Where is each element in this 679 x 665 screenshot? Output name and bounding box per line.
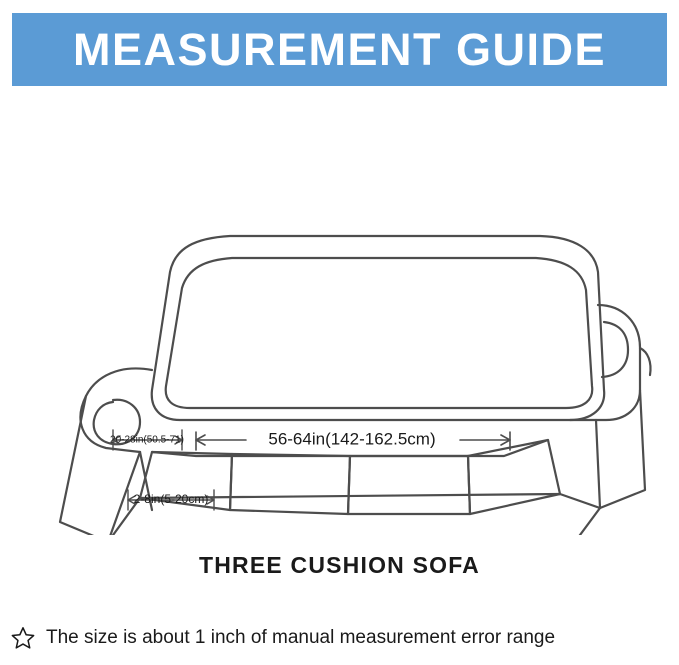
page-title: MEASUREMENT GUIDE — [72, 24, 607, 75]
sofa-right-arm — [570, 305, 651, 508]
dimension-arm-width — [110, 430, 184, 450]
dimension-arm-width-label: 20-28in(50.5-71) — [110, 434, 184, 446]
footnote — [10, 625, 670, 651]
header-banner — [12, 13, 667, 86]
dimension-seat-width-label: 56-64in(142-162.5cm) — [268, 429, 436, 449]
sofa-backrest — [152, 236, 604, 420]
sofa-diagram — [0, 90, 679, 535]
dimension-seat-width — [196, 429, 510, 450]
footnote-text: The size is about 1 inch of manual measurement error range — [46, 626, 556, 648]
diagram-caption: THREE CUSHION SOFA — [198, 552, 480, 578]
dimension-seat-depth-label: 2-8in(5-20cm) — [133, 492, 209, 507]
star-icon — [10, 625, 36, 651]
sofa-left-arm — [60, 368, 152, 535]
